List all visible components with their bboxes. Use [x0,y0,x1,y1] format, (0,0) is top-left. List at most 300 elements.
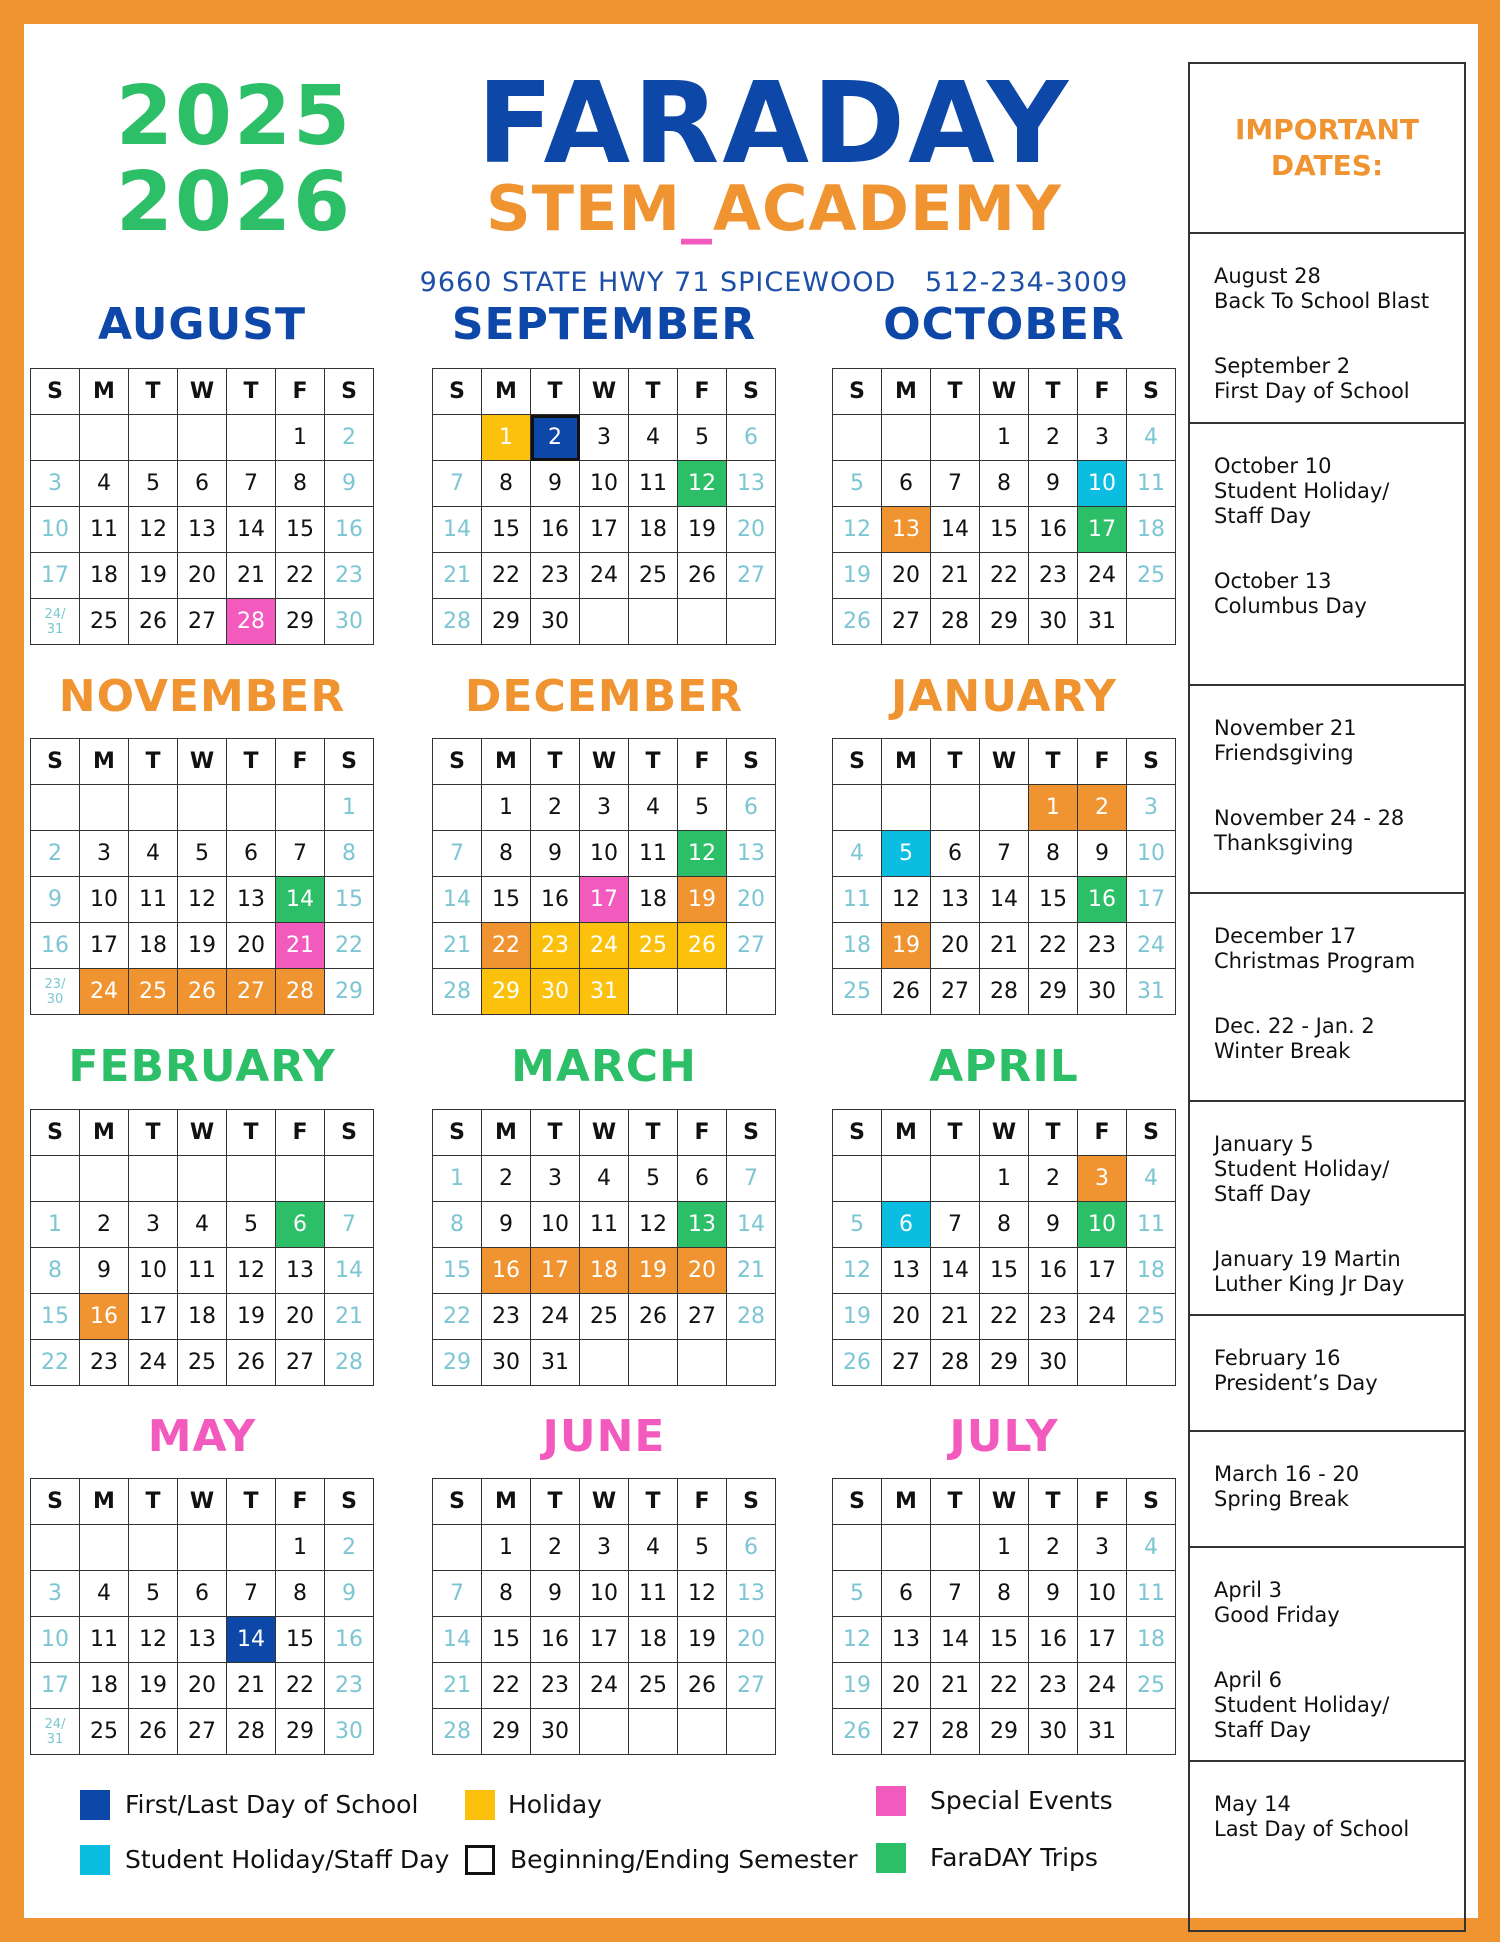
day-cell: 21 [276,923,325,969]
month-grid [30,1478,374,1755]
important-date-entry: November 21 Friendsgiving [1214,716,1357,765]
day-cell: 31 [1127,969,1176,1015]
day-cell [727,599,776,645]
day-cell: 10 [1078,1202,1127,1248]
day-cell [882,415,931,461]
weekday-header: W [980,739,1029,785]
weekday-header: W [178,739,227,785]
week-row [31,1571,374,1617]
day-cell [129,415,178,461]
important-date-entry: August 28 Back To School Blast [1214,264,1430,313]
day-cell: 31 [531,1340,580,1386]
day-cell: 14 [931,507,980,553]
day-cell: 17 [580,1617,629,1663]
weekday-header-row [31,369,374,415]
day-cell: 31 [580,969,629,1015]
day-cell: 28 [325,1340,374,1386]
day-cell: 18 [80,553,129,599]
day-cell: 11 [178,1248,227,1294]
weekday-header: S [31,1479,80,1525]
day-cell: 13 [727,831,776,877]
week-row [31,1663,374,1709]
day-cell: 22 [482,1663,531,1709]
weekday-header: M [482,369,531,415]
day-cell: 27 [882,1340,931,1386]
day-cell: 18 [629,1617,678,1663]
day-cell: 9 [531,461,580,507]
day-cell: 28 [433,1709,482,1755]
day-cell: 3 [580,415,629,461]
day-cell [678,969,727,1015]
day-cell: 25 [80,1709,129,1755]
day-cell: 12 [678,461,727,507]
week-row [833,1248,1176,1294]
weekday-header: W [980,1110,1029,1156]
day-cell [433,415,482,461]
day-cell: 28 [433,599,482,645]
day-cell: 30 [1029,1709,1078,1755]
day-cell: 7 [433,461,482,507]
important-date-entry: October 10 Student Holiday/ Staff Day [1214,454,1390,528]
day-cell [580,1709,629,1755]
day-cell: 27 [227,969,276,1015]
weekday-header: W [980,1479,1029,1525]
day-cell [31,415,80,461]
day-cell: 23 [80,1340,129,1386]
day-cell: 13 [727,1571,776,1617]
day-cell: 30 [1029,1340,1078,1386]
day-cell: 21 [433,1663,482,1709]
weekday-header-row [433,1479,776,1525]
day-cell: 12 [227,1248,276,1294]
day-cell: 25 [80,599,129,645]
day-cell: 3 [31,1571,80,1617]
day-cell: 20 [882,1663,931,1709]
day-cell: 9 [1029,1202,1078,1248]
day-cell: 7 [325,1202,374,1248]
day-cell: 2 [1029,415,1078,461]
weekday-header: W [178,369,227,415]
day-cell: 30 [325,599,374,645]
weekday-header: T [531,369,580,415]
subtitle-underscore: _ [681,172,714,245]
day-cell: 11 [833,877,882,923]
day-cell: 24 [580,923,629,969]
weekday-header-row [31,1110,374,1156]
weekday-header: W [580,1110,629,1156]
day-cell: 24 [1078,1294,1127,1340]
day-cell [433,785,482,831]
day-cell: 18 [1127,507,1176,553]
month-grid [832,1478,1176,1755]
day-cell [227,785,276,831]
day-cell: 23 [531,553,580,599]
day-cell: 15 [980,1617,1029,1663]
day-cell: 29 [482,969,531,1015]
day-cell: 25 [178,1340,227,1386]
day-cell [129,1525,178,1571]
day-cell [678,1340,727,1386]
day-cell: 31 [1078,599,1127,645]
week-row [433,507,776,553]
week-row [433,461,776,507]
weekday-header: S [727,1110,776,1156]
day-cell: 12 [833,1617,882,1663]
day-cell [227,1156,276,1202]
day-cell [882,785,931,831]
important-date-entry: December 17 Christmas Program [1214,924,1416,973]
weekday-header: S [325,739,374,785]
day-cell: 11 [1127,461,1176,507]
day-cell: 3 [129,1202,178,1248]
week-row [433,553,776,599]
important-date-entry: October 13 Columbus Day [1214,569,1367,618]
day-cell: 25 [833,969,882,1015]
day-cell: 23 [531,1663,580,1709]
day-cell: 27 [931,969,980,1015]
weekday-header: T [931,369,980,415]
day-cell [31,1156,80,1202]
day-cell: 27 [727,1663,776,1709]
weekday-header: T [129,739,178,785]
day-cell: 25 [629,1663,678,1709]
day-cell: 4 [80,1571,129,1617]
week-row [833,1663,1176,1709]
day-cell: 21 [980,923,1029,969]
day-cell: 27 [678,1294,727,1340]
month-name: SEPTEMBER [451,299,757,350]
day-cell: 20 [882,553,931,599]
month-september [432,299,776,634]
day-cell: 1 [482,415,531,461]
day-cell: 10 [129,1248,178,1294]
dates-section [1190,1432,1464,1548]
day-cell: 1 [276,415,325,461]
day-cell: 3 [580,1525,629,1571]
day-cell: 13 [178,1617,227,1663]
phone: 512-234-3009 [925,267,1129,298]
day-cell: 17 [80,923,129,969]
day-cell: 19 [833,1294,882,1340]
day-cell: 15 [980,1248,1029,1294]
day-cell: 23 [531,923,580,969]
day-cell: 22 [482,923,531,969]
important-date-entry: April 3 Good Friday [1214,1578,1340,1627]
day-cell: 16 [31,923,80,969]
day-cell: 19 [833,553,882,599]
day-cell: 13 [227,877,276,923]
day-cell: 4 [833,831,882,877]
dates-section [1190,1762,1464,1922]
day-cell: 23 [325,553,374,599]
day-cell: 16 [325,507,374,553]
day-cell: 28 [227,599,276,645]
day-cell: 10 [1078,461,1127,507]
day-cell [931,785,980,831]
day-cell: 11 [580,1202,629,1248]
weekday-header: S [433,369,482,415]
day-cell [678,1709,727,1755]
day-cell: 20 [678,1248,727,1294]
day-cell: 3 [1078,1525,1127,1571]
weekday-header: S [1127,369,1176,415]
day-cell [678,599,727,645]
day-cell: 18 [629,877,678,923]
day-cell: 14 [931,1617,980,1663]
day-cell: 6 [227,831,276,877]
day-cell: 4 [629,415,678,461]
week-row [833,1340,1176,1386]
day-cell: 6 [882,1202,931,1248]
weekday-header-row [833,739,1176,785]
day-cell: 16 [531,507,580,553]
dates-section [1190,1316,1464,1432]
day-cell: 8 [433,1202,482,1248]
day-cell [629,1709,678,1755]
day-cell [80,415,129,461]
day-cell [178,785,227,831]
weekday-header: T [531,739,580,785]
day-cell: 7 [433,831,482,877]
day-cell: 14 [433,877,482,923]
contact-line [384,266,1164,300]
day-cell: 15 [325,877,374,923]
day-cell: 15 [1029,877,1078,923]
day-cell: 15 [276,507,325,553]
dates-section [1190,1102,1464,1316]
day-cell: 11 [1127,1202,1176,1248]
day-cell: 9 [531,1571,580,1617]
day-cell [80,1525,129,1571]
day-cell: 29 [1029,969,1078,1015]
month-name: APRIL [929,1041,1079,1092]
day-cell: 22 [276,553,325,599]
weekday-header: S [31,369,80,415]
day-cell: 3 [1078,415,1127,461]
day-cell: 6 [882,1571,931,1617]
weekday-header: W [580,369,629,415]
day-cell: 22 [31,1340,80,1386]
day-cell: 4 [1127,1156,1176,1202]
weekday-header: M [882,369,931,415]
day-cell: 27 [882,599,931,645]
day-cell: 22 [433,1294,482,1340]
month-july [832,1412,1176,1742]
day-cell: 1 [980,415,1029,461]
day-cell: 17 [1078,507,1127,553]
important-date-entry: March 16 - 20 Spring Break [1214,1462,1360,1511]
day-cell: 23 [325,1663,374,1709]
weekday-header: W [178,1110,227,1156]
month-august [30,299,374,637]
weekday-header: F [1078,1479,1127,1525]
week-row [433,831,776,877]
legend-holiday: Holiday [508,1790,602,1819]
address: 9660 STATE HWY 71 SPICEWOOD [419,267,897,298]
day-cell: 2 [80,1202,129,1248]
day-cell: 31 [1078,1709,1127,1755]
day-cell: 23 [1029,1663,1078,1709]
day-cell: 21 [433,553,482,599]
day-cell: 27 [882,1709,931,1755]
day-cell [931,1525,980,1571]
week-row [833,969,1176,1015]
day-cell: 30 [325,1709,374,1755]
day-cell: 27 [727,923,776,969]
important-date-entry: November 24 - 28 Thanksgiving [1214,806,1405,855]
weekday-header: F [276,1110,325,1156]
weekday-header: M [882,1110,931,1156]
week-row [833,877,1176,923]
dates-section [1190,424,1464,686]
day-cell: 4 [1127,415,1176,461]
weekday-header: S [1127,739,1176,785]
day-cell: 22 [1029,923,1078,969]
week-row [833,923,1176,969]
day-cell: 26 [227,1340,276,1386]
day-cell: 7 [980,831,1029,877]
day-cell: 18 [80,1663,129,1709]
day-cell [276,785,325,831]
day-cell [325,1156,374,1202]
day-cell: 19 [129,553,178,599]
month-grid [432,1478,776,1755]
day-cell: 16 [1029,1248,1078,1294]
week-row [433,1663,776,1709]
weekday-header: T [1029,1479,1078,1525]
day-cell: 29 [482,599,531,645]
day-cell: 11 [1127,1571,1176,1617]
day-cell [129,785,178,831]
day-cell: 19 [178,923,227,969]
day-cell: 21 [325,1294,374,1340]
day-cell: 7 [227,461,276,507]
day-cell: 26 [678,923,727,969]
day-cell: 9 [1078,831,1127,877]
day-cell: 17 [31,553,80,599]
day-cell: 24 [1127,923,1176,969]
week-row [433,1709,776,1755]
week-row [433,1248,776,1294]
week-row [833,553,1176,599]
day-cell: 24 [580,553,629,599]
week-row [31,1617,374,1663]
month-may [30,1411,374,1747]
weekday-header: S [433,739,482,785]
weekday-header: T [629,1479,678,1525]
day-cell: 8 [980,461,1029,507]
week-row [31,507,374,553]
day-cell: 12 [882,877,931,923]
day-cell: 14 [433,507,482,553]
day-cell: 6 [727,1525,776,1571]
day-cell: 22 [980,1663,1029,1709]
day-cell: 13 [882,507,931,553]
day-cell: 23 [482,1294,531,1340]
important-date-entry: January 19 Martin Luther King Jr Day [1214,1247,1405,1296]
weekday-header: W [178,1479,227,1525]
year-end: 2026 [115,155,353,250]
day-cell: 3 [31,461,80,507]
weekday-header: F [678,739,727,785]
week-row [433,1294,776,1340]
day-cell [178,1156,227,1202]
day-cell: 29 [276,599,325,645]
week-row [433,415,776,461]
day-cell [882,1525,931,1571]
day-cell: 15 [276,1617,325,1663]
month-grid [832,738,1176,1015]
day-cell: 8 [980,1571,1029,1617]
day-cell: 26 [882,969,931,1015]
legend-semester: Beginning/Ending Semester [510,1845,858,1874]
day-cell [276,1156,325,1202]
day-cell: 19 [678,1617,727,1663]
day-cell [727,1709,776,1755]
day-cell: 20 [178,553,227,599]
month-december [432,672,776,1002]
day-cell: 22 [276,1663,325,1709]
weekday-header: S [325,369,374,415]
day-cell: 25 [1127,1294,1176,1340]
week-row [31,877,374,923]
day-cell: 4 [1127,1525,1176,1571]
day-cell: 24 [129,1340,178,1386]
day-cell: 3 [1127,785,1176,831]
day-cell: 29 [980,1340,1029,1386]
month-grid [30,1109,374,1386]
day-cell: 28 [227,1709,276,1755]
day-cell: 20 [227,923,276,969]
week-row [31,1248,374,1294]
weekday-header: F [678,369,727,415]
day-cell: 21 [931,553,980,599]
day-cell: 6 [178,461,227,507]
weekday-header: M [482,739,531,785]
week-row [433,1202,776,1248]
day-cell [727,1340,776,1386]
day-cell: 20 [727,507,776,553]
day-cell: 17 [1127,877,1176,923]
day-cell: 7 [227,1571,276,1617]
legend-swatch-first-last [80,1790,110,1820]
day-cell: 3 [580,785,629,831]
day-cell: 3 [80,831,129,877]
day-cell: 26 [629,1294,678,1340]
weekday-header: S [833,369,882,415]
weekday-header: T [227,739,276,785]
day-cell: 28 [931,599,980,645]
day-cell: 5 [678,785,727,831]
day-cell [727,969,776,1015]
day-cell [629,1340,678,1386]
day-cell: 7 [931,1202,980,1248]
legend-special: Special Events [930,1786,1113,1815]
day-cell: 19 [678,507,727,553]
weekday-header: S [727,739,776,785]
week-row [31,599,374,645]
day-cell [178,415,227,461]
day-cell: 17 [1078,1617,1127,1663]
day-cell: 2 [531,1525,580,1571]
day-cell: 18 [629,507,678,553]
weekday-header: S [727,1479,776,1525]
panel-title: IMPORTANT DATES: [1234,113,1420,182]
legend-swatch-student-holiday [80,1845,110,1875]
day-cell: 5 [678,1525,727,1571]
weekday-header: M [482,1110,531,1156]
day-cell: 17 [1078,1248,1127,1294]
